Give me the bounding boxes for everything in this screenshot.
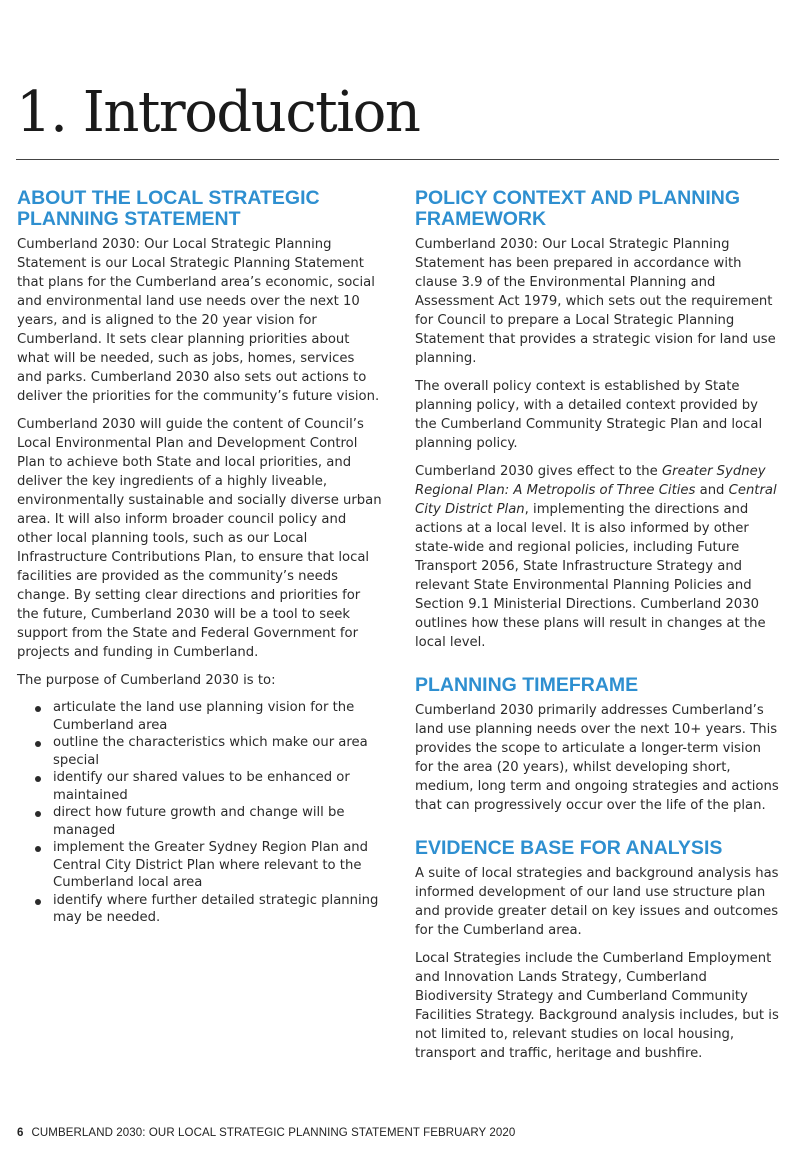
list-item-text: identify our shared values to be enhanced or maintained (53, 770, 350, 803)
page-title: 1. Introduction (16, 80, 420, 145)
policy-text-c: and (695, 483, 729, 498)
footer-text: CUMBERLAND 2030: OUR LOCAL STRATEGIC PLANNING STATEMENT FEBRUARY 2020 (31, 1127, 516, 1139)
list-item-text: articulate the land use planning vision for the Cumberland area (53, 700, 355, 733)
policy-paragraph-2: The overall policy context is established by State planning policy, with a detailed context provided by the Cumberland Community Strategic Plan and local planning policy. (415, 379, 763, 451)
bullet-icon (35, 776, 41, 782)
list-item (17, 734, 383, 769)
policy-plan-title-1: Greater Sydney Regional Plan: A Metropolis of Three Cities (415, 464, 766, 498)
policy-text-e: , implementing the directions and actions at a local level. It is also informed by other state-wide and regional policies, including Future Transport 2056, State Infrastructure Strategy and relevant State Environmental Planning Policies and Section 9.1 Ministerial Directions. Cumberland 2030 outlines how these plans will result in changes at the local level. (415, 502, 766, 650)
about-paragraph-1: Cumberland 2030: Our Local Strategic Planning Statement is our Local Strategic Planning Statement that plans for the Cumberland area’s economic, social and environmental land use needs over the next 10 years, and is aligned to the 20 year vision for Cumberland. It sets clear planning priorities about what will be needed, such as jobs, homes, services and parks. Cumberland 2030 also sets out actions to deliver the priorities for the community’s future vision. (17, 237, 380, 404)
policy-paragraph-1: Cumberland 2030: Our Local Strategic Planning Statement has been prepared in accordance with clause 3.9 of the Environmental Planning and Assessment Act 1979, which sets out the requirement for Council to prepare a Local Strategic Planning Statement that provides a strategic vision for land use planning. (415, 237, 776, 366)
list-item (17, 839, 383, 892)
list-item-text: implement the Greater Sydney Region Plan and Central City District Plan where relevant to the Cumberland local area (53, 840, 369, 890)
bullet-icon (35, 899, 41, 905)
list-item (17, 892, 383, 927)
list-item-text: direct how future growth and change will be managed (53, 805, 345, 838)
timeframe-paragraph-1: Cumberland 2030 primarily addresses Cumberland’s land use planning needs over the next 10+ years. This provides the scope to articulate a longer-term vision for the area (20 years), whilst developing short, medium, long term and ongoing strategies and actions that can progressively occur over the life of the plan. (415, 703, 779, 813)
bullet-icon (35, 741, 41, 747)
page-footer (17, 1127, 515, 1139)
list-item (17, 804, 383, 839)
list-item-text: identify where further detailed strategic planning may be needed. (53, 892, 379, 925)
policy-paragraph-3 (415, 462, 781, 652)
title-divider (16, 159, 779, 160)
list-item (17, 699, 383, 734)
evidence-paragraph-1: A suite of local strategies and background analysis has informed development of our land use structure plan and provide greater detail on key issues and outcomes for the Cumberland area. (415, 866, 779, 938)
about-paragraph-2: Cumberland 2030 will guide the content of Council’s Local Environmental Plan and Development Control Plan to achieve both State and local priorities, and deliver the key ingredients of a highly liveable, environmentally sustainable and socially diverse urban area. It will also inform broader council policy and other local planning tools, such as our Local Infrastructure Contributions Plan, to ensure that local facilities are provided as the community’s needs change. By setting clear directions and priorities for the future, Cumberland 2030 will be a tool to seek support from the State and Federal Government for projects and funding in Cumberland. (17, 417, 382, 660)
page-number: 6 (17, 1127, 24, 1139)
bullet-icon (35, 811, 41, 817)
section-heading-evidence: EVIDENCE BASE FOR ANALYSIS (415, 837, 723, 859)
right-column (415, 188, 781, 1072)
policy-plan-title-2: Central City District Plan (415, 483, 777, 517)
section-spacer (415, 824, 781, 838)
evidence-paragraph-2: Local Strategies include the Cumberland Employment and Innovation Lands Strategy, Cumberland Biodiversity Strategy and Cumberland Community Facilities Strategy. Background analysis includes, but is not limited to, relevant studies on local housing, transport and traffic, heritage and bushfire. (415, 951, 779, 1061)
section-heading-about: ABOUT THE LOCAL STRATEGIC PLANNING STATEMENT (17, 187, 320, 230)
bullet-icon (35, 706, 41, 712)
section-heading-policy: POLICY CONTEXT AND PLANNING FRAMEWORK (415, 187, 741, 230)
left-column (17, 188, 383, 927)
section-spacer (415, 661, 781, 675)
list-item (17, 769, 383, 804)
list-item-text: outline the characteristics which make our area special (53, 735, 368, 768)
policy-text-a: Cumberland 2030 gives effect to the (415, 464, 662, 479)
section-heading-timeframe: PLANNING TIMEFRAME (415, 674, 639, 696)
purpose-list (17, 699, 383, 927)
about-paragraph-3: The purpose of Cumberland 2030 is to: (17, 673, 276, 688)
bullet-icon (35, 846, 41, 852)
